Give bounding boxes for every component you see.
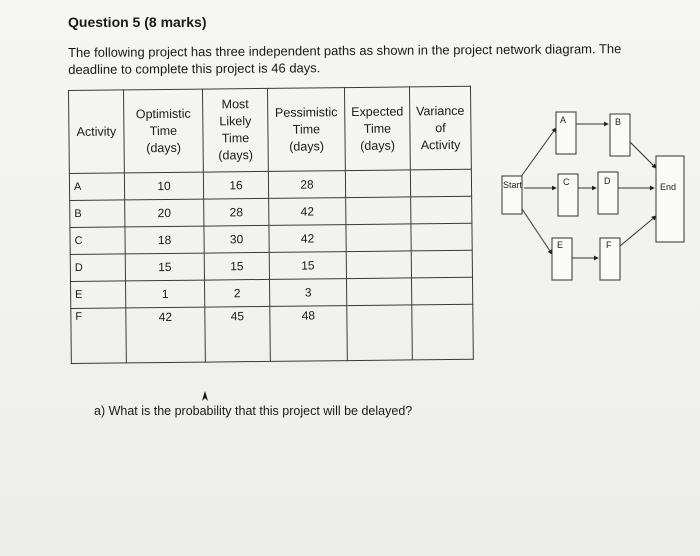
cell-most-likely: 28	[204, 198, 269, 226]
header-line: Optimistic	[135, 106, 191, 121]
header-activity	[69, 90, 125, 174]
header-expected	[344, 87, 410, 171]
node-label-d: D	[604, 176, 611, 186]
cell-expected	[345, 170, 410, 198]
header-line: Time	[221, 131, 250, 146]
pert-table	[68, 86, 474, 364]
cell-activity: F	[71, 308, 127, 364]
node-label-start: Start	[503, 180, 523, 190]
node-label-e: E	[557, 240, 564, 250]
cell-optimistic: 10	[124, 172, 203, 200]
cell-activity: C	[70, 227, 125, 255]
table-row	[70, 196, 472, 227]
header-line: (days)	[289, 138, 325, 154]
header-line: Activity	[420, 137, 461, 152]
cell-variance	[411, 277, 472, 305]
cell-pessimistic: 48	[270, 306, 348, 362]
cell-pessimistic: 42	[269, 198, 346, 226]
cell-most-likely: 45	[205, 306, 271, 362]
table-row	[69, 169, 471, 200]
question-intro	[68, 40, 648, 78]
cell-activity: D	[70, 254, 125, 282]
cell-variance	[411, 196, 472, 224]
node-label-f: F	[606, 240, 612, 250]
header-variance	[409, 86, 471, 170]
header-line: Likely	[219, 114, 252, 129]
header-optimistic	[124, 89, 204, 173]
header-line: (days)	[146, 140, 182, 155]
header-most-likely	[202, 88, 268, 172]
table-row	[70, 223, 472, 254]
cell-optimistic: 42	[126, 307, 206, 363]
cell-optimistic: 20	[125, 199, 204, 227]
cell-variance	[410, 169, 471, 197]
intro-line-2: deadline to complete this project is 46 days.	[68, 60, 321, 77]
table-row	[71, 277, 473, 308]
cell-most-likely: 30	[204, 225, 269, 253]
cell-most-likely: 16	[203, 171, 268, 199]
cell-expected	[346, 251, 411, 279]
cell-optimistic: 15	[125, 253, 204, 281]
cell-most-likely: 2	[204, 279, 269, 307]
cell-expected	[346, 278, 411, 306]
table-row	[70, 250, 472, 281]
cell-expected	[346, 224, 411, 252]
cell-activity: E	[71, 281, 126, 309]
project-network-diagram	[490, 96, 690, 296]
header-line: Time	[292, 121, 321, 137]
cell-variance	[411, 250, 472, 278]
cell-most-likely: 15	[204, 252, 269, 280]
question-a: a) What is the probability that this project will be delayed?	[94, 404, 413, 418]
cell-pessimistic: 42	[269, 225, 346, 253]
network-arrows	[520, 124, 656, 258]
header-line: of	[435, 120, 446, 135]
table-row	[71, 304, 474, 363]
node-label-b: B	[615, 117, 622, 127]
cell-variance	[411, 223, 472, 251]
header-line: Time	[363, 121, 392, 136]
header-line: Pessimistic	[274, 104, 338, 120]
header-line: Expected	[351, 103, 404, 119]
header-line: (days)	[218, 148, 254, 163]
header-pessimistic	[267, 88, 345, 172]
cell-expected	[347, 305, 413, 361]
node-label-c: C	[563, 177, 570, 187]
node-end	[656, 156, 684, 242]
mouse-pointer-icon	[200, 389, 210, 403]
cell-variance	[412, 304, 474, 360]
header-line: Time	[149, 123, 178, 138]
node-label-a: A	[560, 115, 567, 125]
header-line: (days)	[360, 138, 396, 153]
cell-optimistic: 18	[125, 226, 204, 254]
header-line: Activity	[76, 123, 117, 139]
header-line: Variance	[415, 103, 465, 118]
cell-activity: B	[70, 200, 125, 228]
intro-line-1: The following project has three independent paths as shown in the project network diagram. The	[68, 41, 622, 60]
node-label-end: End	[660, 182, 677, 192]
header-line: Most	[221, 97, 249, 112]
cell-pessimistic: 3	[269, 279, 346, 307]
cell-pessimistic: 15	[269, 252, 346, 280]
cell-pessimistic: 28	[268, 171, 345, 199]
question-title: Question 5 (8 marks)	[68, 14, 207, 30]
table-header-row	[69, 86, 472, 173]
cell-optimistic: 1	[126, 280, 205, 308]
cell-expected	[346, 197, 411, 225]
cell-activity: A	[69, 173, 124, 201]
